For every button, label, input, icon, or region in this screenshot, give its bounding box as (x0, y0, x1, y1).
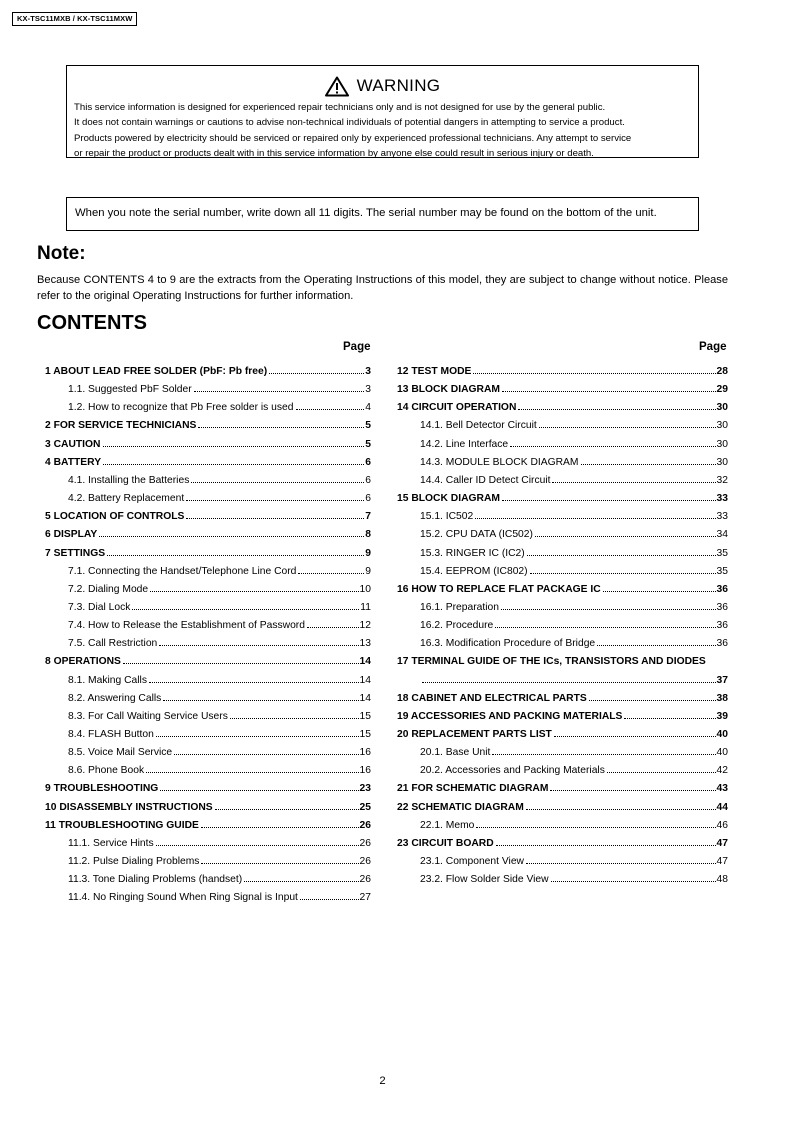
toc-dot-leader (296, 409, 365, 410)
toc-page-number: 40 (716, 729, 728, 740)
warning-line: or repair the product or products dealt with in this service information by anyone else could result in serious injury or death. (74, 147, 594, 159)
toc-entry-title: 22.1. Memo (420, 819, 475, 831)
toc-entry-title: 17 TERMINAL GUIDE OF THE ICs, TRANSISTORS AND DIODES (397, 656, 706, 668)
toc-section-row (45, 817, 371, 831)
toc-section-row (397, 581, 728, 595)
toc-entry-title: 14.3. MODULE BLOCK DIAGRAM (420, 456, 579, 468)
toc-entry-title: 14.4. Caller ID Detect Circuit (420, 474, 551, 486)
toc-subsection-row (68, 490, 371, 504)
toc-dot-leader (156, 736, 359, 737)
toc-page-number: 4 (365, 402, 371, 414)
toc-page-number: 37 (716, 674, 728, 686)
toc-entry-title: 15.1. IC502 (420, 511, 474, 523)
toc-dot-leader (496, 845, 716, 846)
toc-dot-leader (307, 627, 359, 628)
toc-subsection-row (420, 545, 728, 559)
toc-entry-title: 15.4. EEPROM (IC802) (420, 565, 528, 577)
toc-subsection-row (68, 635, 371, 649)
toc-dot-leader (603, 591, 716, 592)
toc-entry-title: 22 SCHEMATIC DIAGRAM (397, 801, 524, 813)
toc-subsection-row (68, 690, 371, 704)
toc-page-number: 46 (716, 819, 728, 831)
toc-page-number: 26 (359, 874, 371, 886)
toc-dot-leader (473, 373, 715, 374)
toc-dot-leader (518, 409, 715, 410)
toc-subsection-row (420, 436, 728, 450)
toc-dot-leader (552, 482, 715, 483)
warning-heading (67, 75, 698, 97)
toc-entry-title: 18 CABINET AND ELECTRICAL PARTS (397, 692, 587, 704)
toc-section-row (45, 653, 371, 667)
toc-dot-leader (530, 573, 716, 574)
toc-entry-title: 6 DISPLAY (45, 529, 98, 541)
toc-dot-leader (298, 573, 364, 574)
toc-subsection-row (68, 889, 371, 903)
toc-entry-title: 8.1. Making Calls (68, 674, 147, 686)
toc-entry-title: 8.2. Answering Calls (68, 692, 162, 704)
toc-page-number: 6 (365, 493, 371, 505)
toc-subsection-row (420, 871, 728, 885)
toc-entry-title: 16.3. Modification Procedure of Bridge (420, 638, 596, 650)
toc-entry-title: 16.2. Procedure (420, 620, 494, 632)
toc-page-number: 9 (365, 565, 371, 577)
toc-subsection-row (420, 744, 728, 758)
toc-page-number: 36 (716, 638, 728, 650)
warning-line: This service information is designed for experienced repair technicians only and is not designed for use by the general public. (74, 102, 606, 113)
toc-section-row (45, 780, 371, 794)
toc-page-number: 26 (359, 856, 371, 868)
toc-subsection-row (420, 762, 728, 776)
warning-box (66, 65, 699, 158)
toc-section-row (45, 436, 371, 450)
toc-page-number: 14 (359, 674, 371, 686)
warning-text (74, 100, 698, 161)
toc-entry-title: 8.5. Voice Mail Service (68, 747, 173, 759)
toc-dot-leader (99, 536, 364, 537)
toc-subsection-row (420, 454, 728, 468)
toc-section-row (397, 799, 728, 813)
toc-page-number: 23 (359, 783, 371, 795)
toc-dot-leader (589, 700, 716, 701)
toc-page-number: 28 (716, 366, 728, 377)
toc-subsection-row (68, 599, 371, 613)
toc-entry-title: 7.3. Dial Lock (68, 601, 131, 613)
toc-entry-title: 4.2. Battery Replacement (68, 493, 185, 505)
toc-entry-title: 7 SETTINGS (45, 547, 106, 559)
toc-section-row (397, 381, 728, 395)
toc-page-number: 5 (365, 438, 371, 450)
toc-dot-leader (149, 682, 359, 683)
toc-dot-leader (527, 555, 716, 556)
toc-entry-title: 23 CIRCUIT BOARD (397, 837, 494, 849)
toc-page-number: 42 (716, 765, 728, 777)
toc-entry-title: 4 BATTERY (45, 456, 102, 468)
toc-subsection-row (68, 581, 371, 595)
toc-entry-title: 11.1. Service Hints (68, 837, 154, 849)
toc-entry-title: 11.3. Tone Dialing Problems (handset) (68, 874, 243, 886)
toc-subsection-row (68, 617, 371, 631)
toc-entry-title: 13 BLOCK DIAGRAM (397, 384, 500, 396)
contents-heading: CONTENTS (37, 312, 147, 334)
toc-subsection-row (68, 762, 371, 776)
toc-page-number: 9 (365, 547, 371, 559)
page-number: 2 (379, 1075, 386, 1087)
toc-page-number: 40 (716, 747, 728, 759)
toc-page-number: 15 (359, 710, 371, 722)
toc-page-number: 36 (716, 583, 728, 595)
toc-entry-title: 15.3. RINGER IC (IC2) (420, 547, 525, 559)
toc-section-row (397, 835, 728, 849)
toc-dot-leader (186, 518, 364, 519)
toc-dot-leader (300, 899, 359, 900)
toc-page-number: 33 (716, 511, 728, 523)
toc-page-number: 12 (359, 620, 371, 632)
toc-page-number: 39 (716, 710, 728, 722)
toc-dot-leader (230, 718, 359, 719)
toc-dot-leader (501, 609, 716, 610)
toc-subsection-row (420, 817, 728, 831)
toc-entry-title: 8.4. FLASH Button (68, 729, 154, 740)
toc-entry-title: 14.1. Bell Detector Circuit (420, 420, 537, 432)
toc-page-number: 30 (716, 420, 728, 432)
toc-entry-title: 7.2. Dialing Mode (68, 583, 149, 595)
toc-dot-leader (191, 482, 364, 483)
toc-subsection-row (420, 472, 728, 486)
toc-dot-leader (159, 645, 358, 646)
toc-subsection-row (420, 563, 728, 577)
toc-page-number: 44 (716, 801, 728, 813)
toc-entry-title: 20.1. Base Unit (420, 747, 491, 759)
toc-section-row (45, 526, 371, 540)
toc-entry-title: 12 TEST MODE (397, 366, 472, 377)
toc-entry-title: 21 FOR SCHEMATIC DIAGRAM (397, 783, 549, 795)
toc-section-row (397, 653, 728, 667)
toc-page-number: 38 (716, 692, 728, 704)
toc-dot-leader (160, 790, 358, 791)
toc-dot-leader (174, 754, 358, 755)
page-column-label-right: Page (699, 341, 727, 353)
toc-entry-title: 14 CIRCUIT OPERATION (397, 402, 517, 414)
toc-section-row (397, 490, 728, 504)
note-heading: Note: (37, 243, 86, 264)
toc-dot-leader (150, 591, 358, 592)
toc-entry-title: 7.5. Call Restriction (68, 638, 158, 650)
toc-page-number: 48 (716, 874, 728, 886)
toc-page-number: 25 (359, 801, 371, 813)
toc-page-number: 30 (716, 438, 728, 450)
toc-subsection-row (68, 853, 371, 867)
toc-page-number: 35 (716, 547, 728, 559)
toc-page-number: 16 (359, 747, 371, 759)
toc-dot-leader (502, 500, 716, 501)
toc-entry-title: 15.2. CPU DATA (IC502) (420, 529, 533, 541)
toc-page-number: 8 (365, 529, 371, 541)
toc-dot-leader (597, 645, 715, 646)
toc-subsection-row (420, 526, 728, 540)
toc-page-number: 10 (359, 583, 371, 595)
toc-page-number: 47 (716, 856, 728, 868)
toc-entry-title: 8 OPERATIONS (45, 656, 121, 668)
toc-section-row (397, 780, 728, 794)
toc-page-number: 43 (716, 783, 728, 795)
toc-dot-leader (502, 391, 716, 392)
toc-entry-title: 16.1. Preparation (420, 601, 499, 613)
toc-entry-title: 7.1. Connecting the Handset/Telephone Line Cord (68, 565, 297, 577)
toc-dot-leader (476, 827, 715, 828)
toc-entry-title: 5 LOCATION OF CONTROLS (45, 511, 185, 523)
toc-subsection-row (420, 853, 728, 867)
toc-section-row (397, 399, 728, 413)
toc-section-row (45, 363, 371, 377)
toc-dot-leader (123, 663, 359, 664)
toc-subsection-row (68, 672, 371, 686)
toc-dot-leader (510, 446, 715, 447)
toc-entry-title: 4.1. Installing the Batteries (68, 474, 190, 486)
toc-subsection-row (68, 399, 371, 413)
toc-page-number: 32 (716, 474, 728, 486)
serial-number-note: When you note the serial number, write down all 11 digits. The serial number may be found on the bottom of the unit. (66, 197, 699, 231)
toc-page-number: 3 (365, 384, 371, 396)
warning-line: Products powered by electricity should be serviced or repaired only by experienced professional technicians. Any attempt to service (74, 132, 632, 144)
toc-subsection-row (420, 599, 728, 613)
toc-dot-leader (103, 446, 365, 447)
toc-section-row (45, 799, 371, 813)
toc-page-number: 33 (716, 493, 728, 505)
toc-dot-leader (107, 555, 364, 556)
toc-page-number: 15 (359, 729, 371, 740)
toc-dot-leader (194, 391, 365, 392)
toc-subsection-row (68, 726, 371, 740)
toc-section-row (45, 454, 371, 468)
toc-page-number: 6 (365, 456, 371, 468)
toc-dot-leader (132, 609, 359, 610)
toc-page-number: 35 (716, 565, 728, 577)
page-column-label-left: Page (343, 341, 371, 353)
toc-dot-leader (526, 809, 716, 810)
toc-entry-title: 11.4. No Ringing Sound When Ring Signal is Input (68, 892, 298, 904)
toc-entry-title: 15 BLOCK DIAGRAM (397, 493, 500, 505)
toc-dot-leader (422, 682, 716, 683)
toc-dot-leader (492, 754, 715, 755)
toc-subsection-row (420, 617, 728, 631)
toc-section-row (397, 690, 728, 704)
toc-section-row (45, 545, 371, 559)
toc-page-number: 7 (365, 511, 371, 523)
toc-entry-title: 23.1. Component View (420, 856, 524, 868)
toc-dot-leader (215, 809, 359, 810)
toc-subsection-row (68, 835, 371, 849)
toc-dot-leader (201, 827, 359, 828)
toc-entry-title: 9 TROUBLESHOOTING (45, 783, 159, 795)
toc-page-number: 13 (359, 638, 371, 650)
toc-entry-title: 11.2. Pulse Dialing Problems (68, 856, 200, 868)
toc-subsection-row (68, 744, 371, 758)
toc-page-number: 14 (359, 692, 371, 704)
toc-dot-leader (624, 718, 715, 719)
toc-dot-leader (201, 863, 358, 864)
toc-dot-leader (495, 627, 715, 628)
toc-page-number: 16 (359, 765, 371, 777)
toc-page-number: 5 (365, 420, 371, 432)
toc-entry-title: 23.2. Flow Solder Side View (420, 874, 549, 886)
toc-entry-title: 2 FOR SERVICE TECHNICIANS (45, 420, 197, 432)
warning-line: It does not contain warnings or cautions to advise non-technical individuals of potential dangers in attempting to service a product. (74, 117, 625, 129)
toc-entry-title: 8.3. For Call Waiting Service Users (68, 710, 228, 722)
toc-dot-leader (156, 845, 359, 846)
toc-subsection-row (68, 472, 371, 486)
toc-page-number: 29 (716, 384, 728, 396)
toc-dot-leader (103, 464, 364, 465)
toc-entry-title: 20 REPLACEMENT PARTS LIST (397, 729, 552, 740)
toc-subsection-row (68, 563, 371, 577)
model-number-tag: KX-TSC11MXB / KX-TSC11MXW (12, 12, 137, 26)
toc-entry-title: 20.2. Accessories and Packing Materials (420, 765, 605, 777)
toc-page-number: 34 (716, 529, 728, 541)
toc-dot-leader (550, 790, 715, 791)
toc-dot-leader (535, 536, 716, 537)
toc-section-row (420, 672, 728, 686)
warning-title: WARNING (356, 76, 441, 95)
toc-page-number: 47 (716, 837, 728, 849)
toc-section-row (397, 726, 728, 740)
toc-page-number: 6 (365, 474, 371, 486)
toc-page-number: 26 (359, 819, 371, 831)
toc-entry-title: 8.6. Phone Book (68, 765, 145, 777)
toc-dot-leader (581, 464, 716, 465)
toc-dot-leader (526, 863, 716, 864)
toc-subsection-row (68, 381, 371, 395)
toc-dot-leader (269, 373, 364, 374)
toc-subsection-row (420, 508, 728, 522)
toc-dot-leader (244, 881, 358, 882)
toc-page-number: 36 (716, 620, 728, 632)
toc-entry-title: 14.2. Line Interface (420, 438, 509, 450)
toc-dot-leader (198, 427, 364, 428)
toc-dot-leader (607, 772, 716, 773)
toc-subsection-row (420, 635, 728, 649)
toc-page-number: 26 (359, 837, 371, 849)
toc-section-row (45, 417, 371, 431)
toc-dot-leader (163, 700, 358, 701)
toc-entry-title: 19 ACCESSORIES AND PACKING MATERIALS (397, 710, 623, 722)
toc-dot-leader (146, 772, 358, 773)
toc-entry-title: 1 ABOUT LEAD FREE SOLDER (PbF: Pb free) (45, 366, 268, 377)
toc-dot-leader (551, 881, 716, 882)
toc-page-number: 11 (360, 601, 371, 613)
note-body: Because CONTENTS 4 to 9 are the extracts from the Operating Instructions of this model, they are subject to change without notice. Please refer to the original Operating Instructions for further information. (37, 274, 728, 302)
toc-section-row (397, 708, 728, 722)
toc-subsection-row (68, 871, 371, 885)
toc-dot-leader (475, 518, 715, 519)
toc-page-number: 3 (365, 366, 371, 377)
toc-entry-title: 1.2. How to recognize that Pb Free solder is used (68, 402, 294, 414)
toc-entry-title: 3 CAUTION (45, 438, 101, 450)
toc-entry-title: 7.4. How to Release the Establishment of Password (68, 620, 305, 632)
toc-page-number: 30 (716, 456, 728, 468)
toc-page-number: 36 (716, 601, 728, 613)
toc-entry-title: 1.1. Suggested PbF Solder (68, 384, 192, 396)
toc-entry-title: 16 HOW TO REPLACE FLAT PACKAGE IC (397, 583, 601, 595)
toc-page-number: 14 (359, 656, 371, 668)
toc-dot-leader (554, 736, 716, 737)
toc-page-number: 30 (716, 402, 728, 414)
toc-subsection-row (68, 708, 371, 722)
toc-section-row (397, 363, 728, 377)
warning-triangle-icon (325, 76, 349, 97)
toc-entry-title: 10 DISASSEMBLY INSTRUCTIONS (45, 801, 213, 813)
toc-entry-title: 11 TROUBLESHOOTING GUIDE (45, 819, 199, 831)
toc-page-number: 27 (359, 892, 371, 904)
toc-section-row (45, 508, 371, 522)
toc-subsection-row (420, 417, 728, 431)
toc-dot-leader (186, 500, 364, 501)
toc-dot-leader (539, 427, 716, 428)
